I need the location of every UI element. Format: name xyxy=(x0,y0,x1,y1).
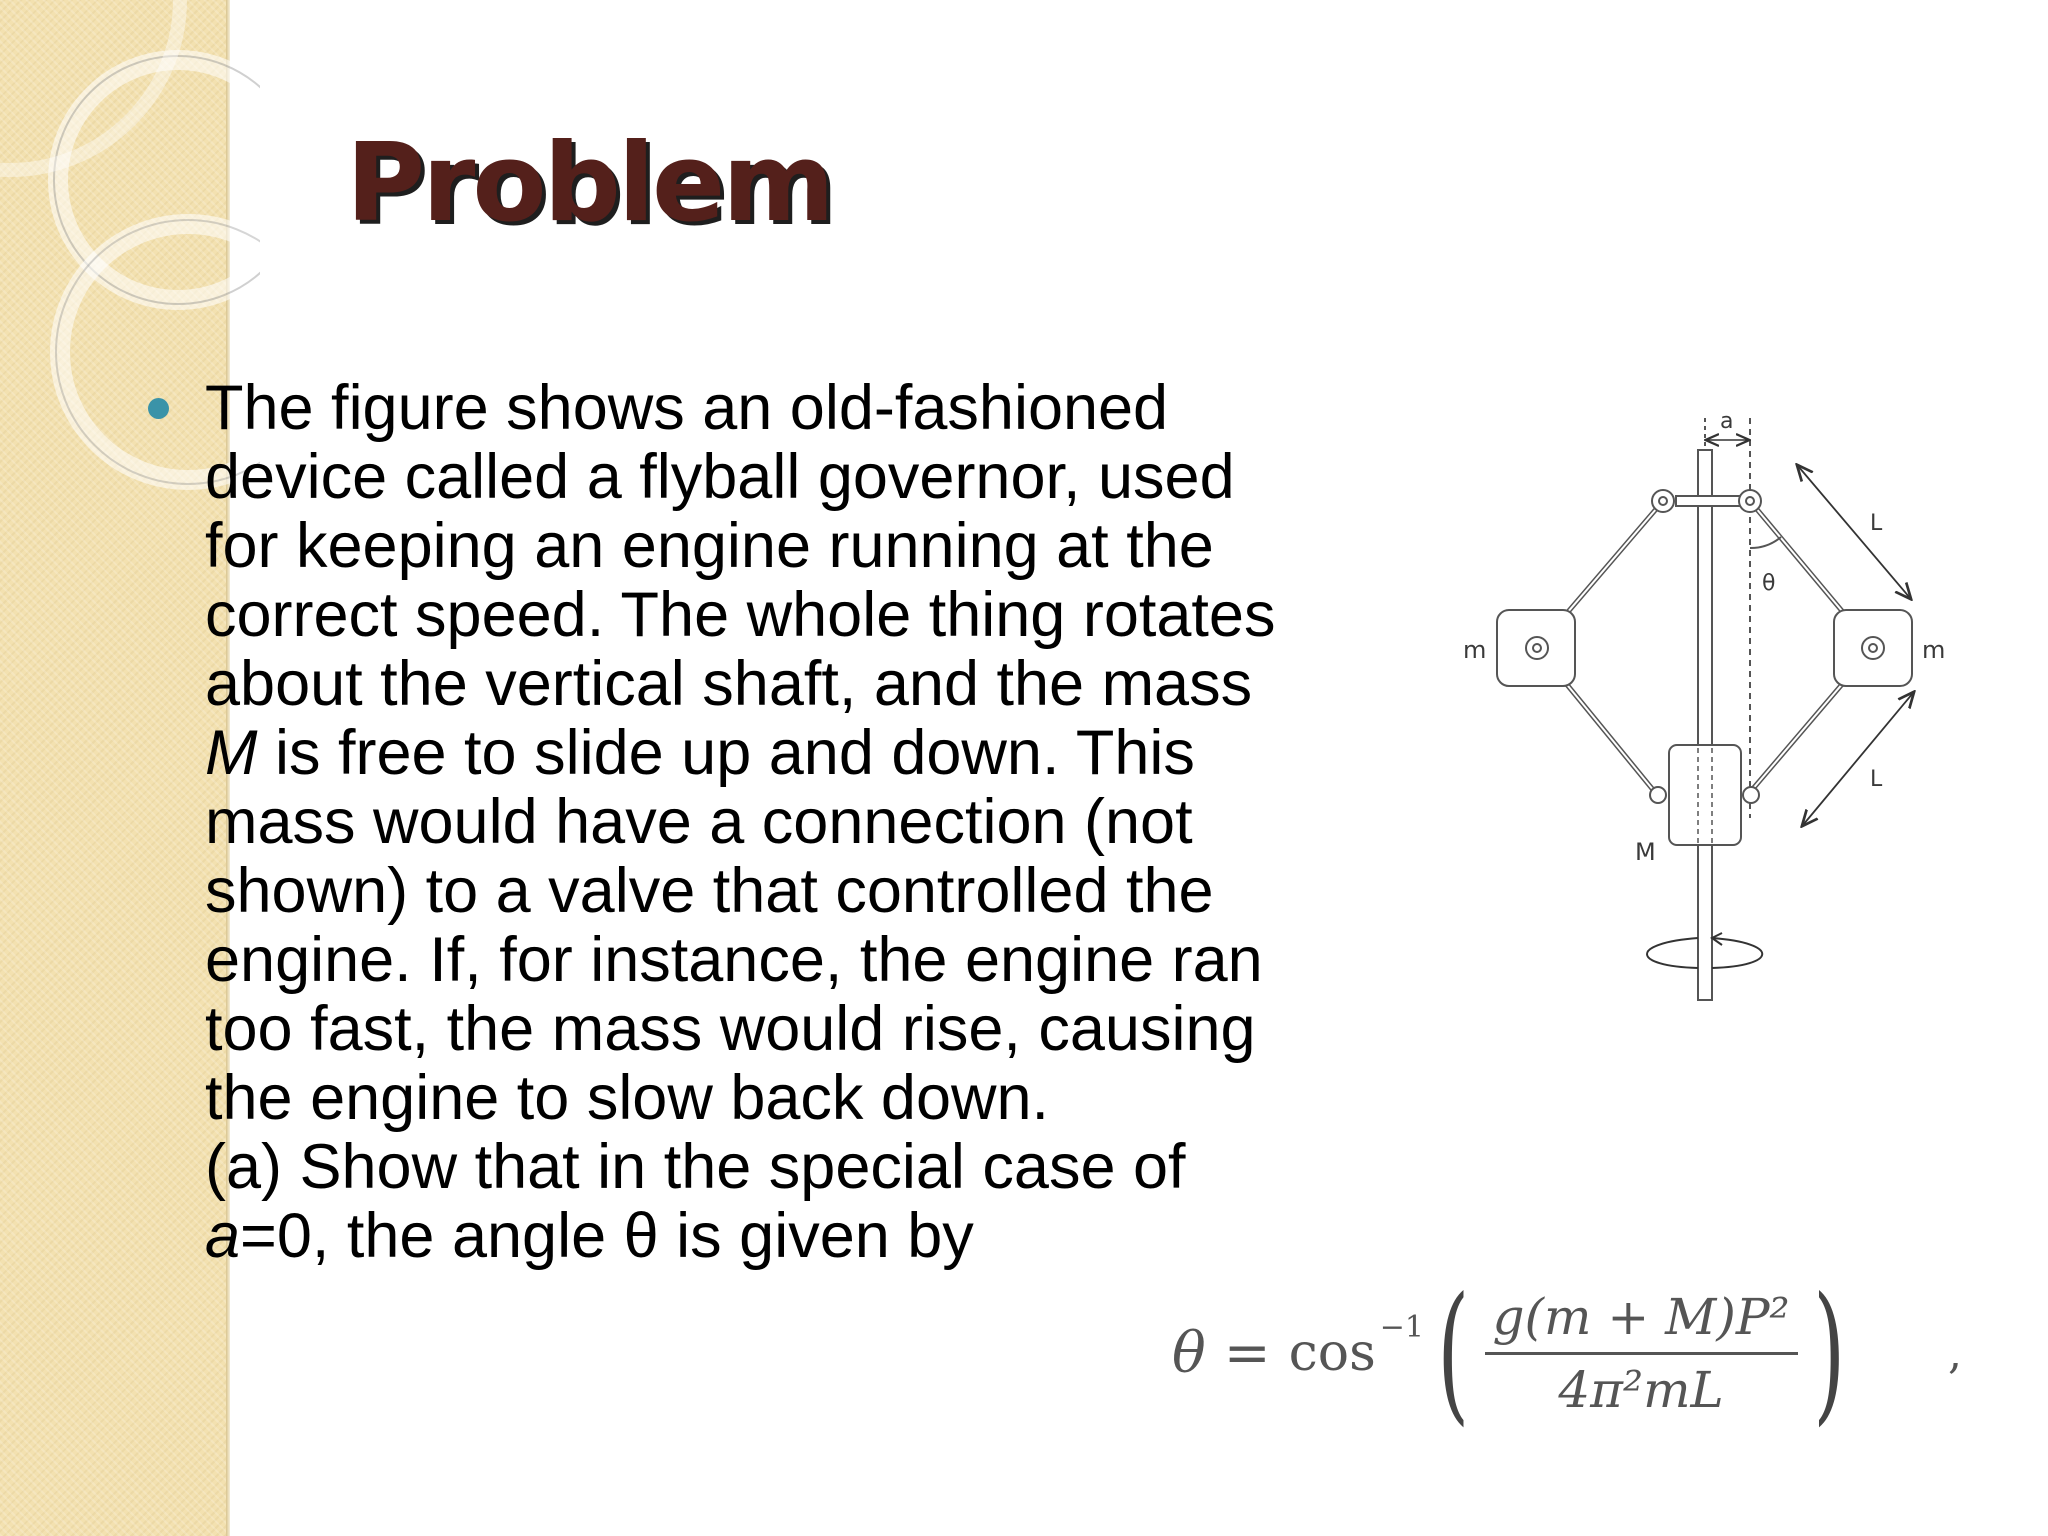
vertical-shaft xyxy=(1698,450,1712,1000)
text-line xyxy=(205,1202,1385,1271)
text-line: too fast, the mass would rise, causing xyxy=(205,994,1256,1064)
formula-trailing-comma: , xyxy=(1948,1328,1962,1379)
formula-theta: θ xyxy=(1172,1320,1206,1386)
label-a: a xyxy=(1720,409,1734,434)
slide-title: Problem xyxy=(346,121,832,246)
text-line xyxy=(205,719,1385,788)
bullet-dot xyxy=(148,398,169,419)
formula-cos: cos xyxy=(1288,1323,1376,1383)
text-fragment: =0, the angle θ is given by xyxy=(240,1201,974,1271)
label-M: M xyxy=(1635,838,1656,866)
formula-paren-open: ( xyxy=(1437,1266,1470,1440)
sliding-mass xyxy=(1669,745,1741,845)
theta-formula xyxy=(1172,1266,1858,1440)
formula-numerator: g(m + M)P² xyxy=(1492,1287,1790,1346)
formula-exponent: −1 xyxy=(1379,1309,1424,1345)
text-line: device called a flyball governor, used xyxy=(205,442,1235,512)
variable-M: M xyxy=(205,718,258,788)
label-L-bottom: L xyxy=(1870,767,1883,792)
label-m-right: m xyxy=(1922,636,1946,664)
text-line: engine. If, for instance, the engine ran xyxy=(205,925,1263,995)
text-line: The figure shows an old-fashioned xyxy=(205,373,1169,443)
label-L-top: L xyxy=(1870,511,1883,536)
variable-a: a xyxy=(205,1201,241,1271)
formula-denominator: 4π²mL xyxy=(1558,1360,1724,1419)
formula-equals: = xyxy=(1223,1320,1271,1386)
formula-fraction xyxy=(1485,1288,1798,1419)
text-line: mass would have a connection (not xyxy=(205,787,1193,857)
label-theta: θ xyxy=(1762,571,1776,596)
label-m-left: m xyxy=(1463,636,1487,664)
text-line: (a) Show that in the special case of xyxy=(205,1132,1186,1202)
problem-text xyxy=(205,374,1385,1271)
text-line: shown) to a valve that controlled the xyxy=(205,856,1214,926)
fraction-bar xyxy=(1485,1352,1798,1355)
text-fragment: is free to slide up and down. This xyxy=(257,718,1195,788)
flyball-governor-diagram xyxy=(1460,398,1980,1018)
text-line: for keeping an engine running at the xyxy=(205,511,1214,581)
text-line: the engine to slow back down. xyxy=(205,1063,1050,1133)
formula-paren-close: ) xyxy=(1812,1266,1845,1440)
text-line: about the vertical shaft, and the mass xyxy=(205,649,1253,719)
text-line: correct speed. The whole thing rotates xyxy=(205,580,1276,650)
theta-arc xyxy=(1750,537,1781,548)
